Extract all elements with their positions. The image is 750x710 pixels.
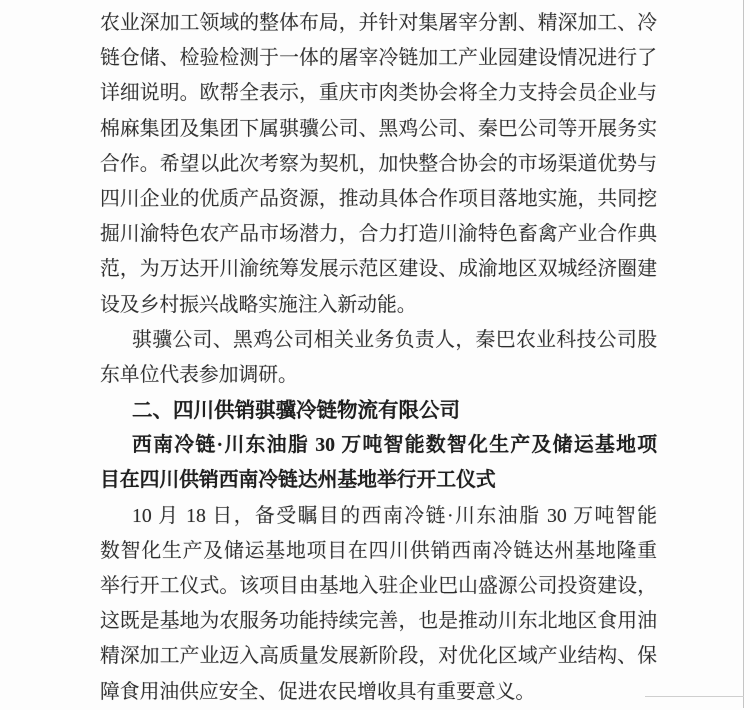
text-line-subtitle: 目在四川供销西南冷链达州基地举行开工仪式 <box>100 469 496 492</box>
scan-edge-line-horizontal <box>645 696 744 697</box>
text-line-heading: 二、四川供销骐骥冷链物流有限公司 <box>132 399 460 423</box>
text-line-body: 棉麻集团及集团下属骐骥公司、黑鸡公司、秦巴公司等开展务实 <box>100 117 657 140</box>
text-line-body: 举行开工仪式。该项目由基地入驻企业巴山盛源公司投资建设， <box>100 575 657 597</box>
text-line-body: 10 月 18 日，备受瞩目的西南冷链·川东油脂 30 万吨智能 <box>132 504 657 527</box>
text-line-body: 精深加工产业迈入高质量发展新阶段，对优化区域产业结构、保 <box>100 645 657 668</box>
text-line-body: 农业深加工领域的整体布局，并针对集屠宰分割、精深加工、冷 <box>100 12 657 34</box>
text-line-body: 范，为万达开川渝统筹发展示范区建设、成渝地区双城经济圈建 <box>100 258 657 281</box>
text-line-body: 合作。希望以此次考察为契机，加快整合协会的市场渠道优势与 <box>100 152 657 175</box>
text-line-body: 四川企业的优质产品资源，推动具体合作项目落地实施，共同挖 <box>100 187 657 210</box>
text-line-body: 详细说明。欧帮全表示，重庆市肉类协会将全力支持会员企业与 <box>100 82 657 105</box>
scan-edge-line-vertical <box>743 0 744 708</box>
text-line-body: 掘川渝特色农产品市场潜力，合力打造川渝特色畜禽产业合作典 <box>100 223 657 246</box>
text-line-body: 这既是基地为农服务功能持续完善，也是推动川东北地区食用油 <box>100 610 657 633</box>
text-line-body: 设及乡村振兴战略实施注入新动能。 <box>100 293 417 316</box>
text-line-body: 东单位代表参加调研。 <box>100 363 298 386</box>
document-text-block <box>100 6 657 710</box>
text-line-body: 障食用油供应安全、促进农民增收具有重要意义。 <box>100 680 536 703</box>
text-line-subtitle: 西南冷链·川东油脂 30 万吨智能数智化生产及储运基地项 <box>132 434 657 457</box>
text-line-body: 数智化生产及储运基地项目在四川供销西南冷链达州基地隆重 <box>100 539 657 562</box>
text-line-body: 骐骥公司、黑鸡公司相关业务负责人，秦巴农业科技公司股 <box>132 328 657 351</box>
text-line-body: 链仓储、检验检测于一体的屠宰冷链加工产业园建设情况进行了 <box>100 47 657 70</box>
